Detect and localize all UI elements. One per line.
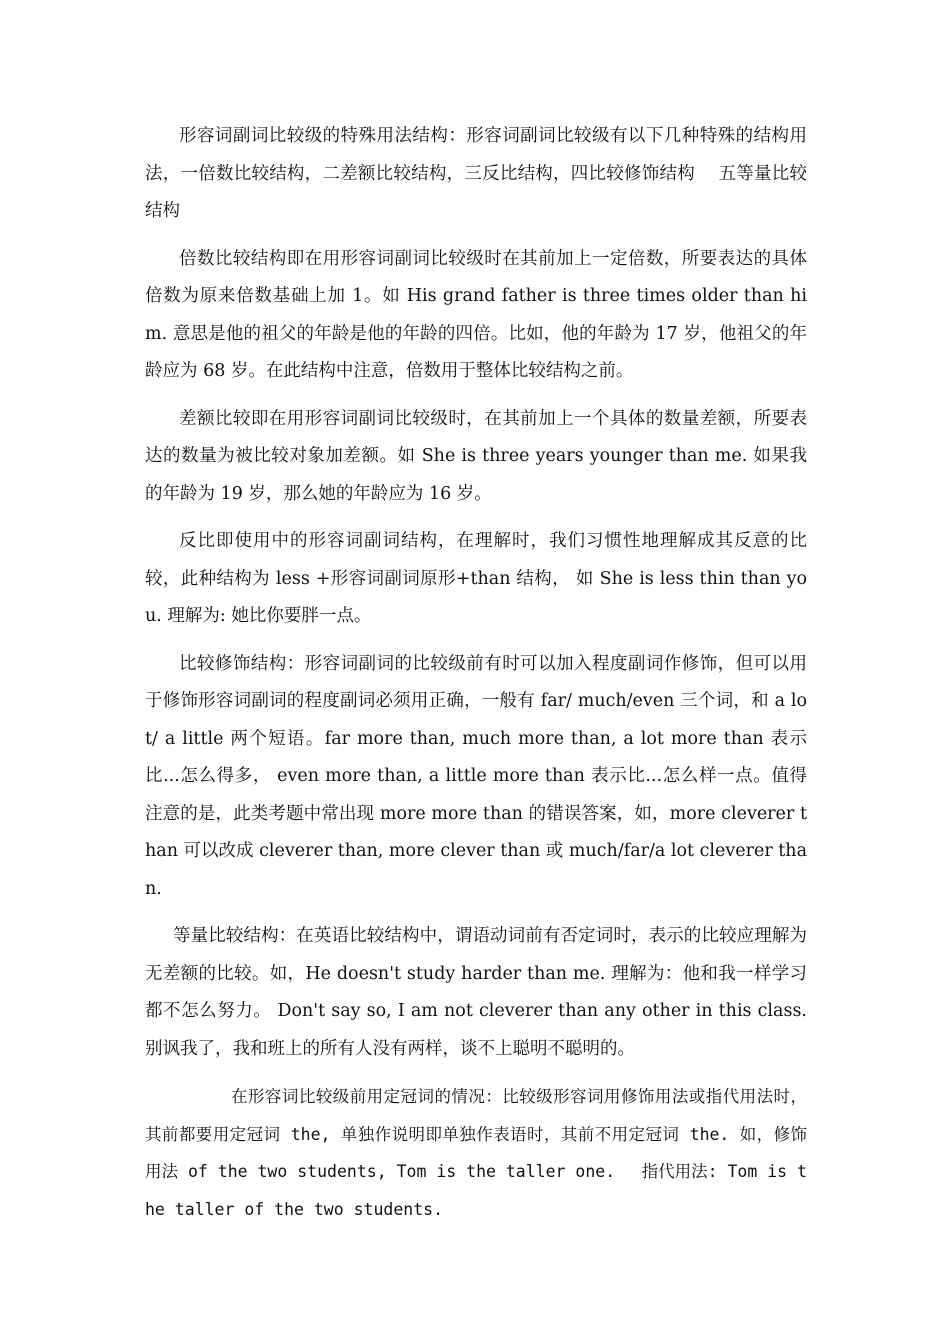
paragraph-definite-article: 在形容词比较级前用定冠词的情况：比较级形容词用修饰用法或指代用法时，其前都要用定冠词 the, 单独作说明即单独作表语时，其前不用定冠词 the. 如，修饰用法 of the two students, Tom is the taller one. 指代用法: Tom is the taller of the two students. bbox=[145, 1087, 807, 1219]
paragraph-intro: 形容词副词比较级的特殊用法结构：形容词副词比较级有以下几种特殊的结构用法，一倍数比较结构，二差额比较结构，三反比结构，四比较修饰结构 五等量比较结构 bbox=[145, 126, 807, 221]
paragraph-inverse-comparison: 反比即使用中的形容词副词结构，在理解时，我们习惯性地理解成其反意的比较，此种结构为 less +形容词副词原形+than 结构， 如 She is less thin than you. 理解为: 她比你要胖一点。 bbox=[145, 531, 807, 626]
document-body bbox=[145, 118, 807, 1238]
paragraph-difference-comparison: 差额比较即在用形容词副词比较级时，在其前加上一个具体的数量差额，所要表达的数量为被比较对象加差额。如 She is three years younger than me. 如果我的年龄为 19 岁，那么她的年龄应为 16 岁。 bbox=[145, 408, 807, 504]
paragraph-modifier-comparison: 比较修饰结构：形容词副词的比较级前有时可以加入程度副词作修饰，但可以用于修饰形容词副词的程度副词必须用正确，一般有 far/ much/even 三个词，和 a lot/ a little 两个短语。far more than, much more than, a lot more than 表示比...怎么得多， even more than, a little more than 表示比...怎么样一点。值得注意的是，此类考题中常出现 more more than 的错误答案，如，more cleverer than 可以改成 cleverer than, more clever than 或 much/far/a lot cleverer than. bbox=[145, 653, 807, 899]
paragraph-equal-comparison: 等量比较结构：在英语比较结构中，谓语动词前有否定词时，表示的比较应理解为无差额的比较。如，He doesn't study harder than me. 理解为：他和我一样学习都不怎么努力。 Don't say so, I am not cleverer than any other in this class. 别讽我了，我和班上的所有人没有两样，谈不上聪明不聪明的。 bbox=[145, 926, 807, 1059]
paragraph-multiple-comparison: 倍数比较结构即在用形容词副词比较级时在其前加上一定倍数，所要表达的具体倍数为原来倍数基础上加 1。如 His grand father is three times older than him. 意思是他的祖父的年龄是他的年龄的四倍。比如，他的年龄为 17 岁，他祖父的年龄应为 68 岁。在此结构中注意，倍数用于整体比较结构之前。 bbox=[145, 248, 807, 381]
